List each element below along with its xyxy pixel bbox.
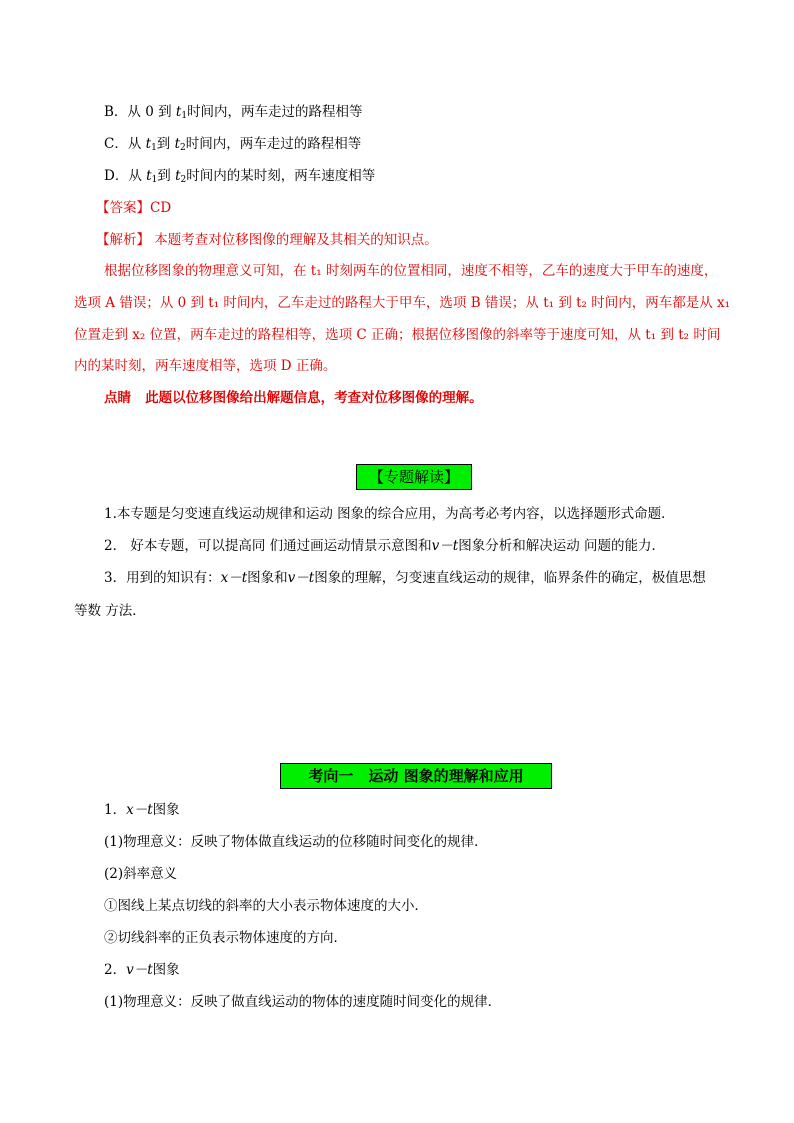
section2-heading-1: 1．x－t图象 — [104, 802, 180, 818]
section2-line-1: (1)物理意义：反映了物体做直线运动的位移随时间变化的规律． — [104, 834, 488, 850]
analysis-line-4: 内的某时刻，两车速度相等，选项 D 正确。 — [74, 358, 337, 374]
option-d: D．从 $t_1$到 $t_2$时间内的某时刻，两车速度相等 — [104, 168, 376, 185]
section2-line-5: (1)物理意义：反映了做直线运动的物体的速度随时间变化的规律． — [104, 994, 502, 1010]
option-c: C．从 $t_1$到 $t_2$时间内，两车走过的路程相等 — [104, 136, 362, 153]
option-b: B．从 0 到 $t_1$时间内，两车走过的路程相等 — [104, 104, 363, 121]
section2-line-2: (2)斜率意义 — [104, 866, 178, 882]
analysis-line-3: 位置走到 x₂ 位置，两车走过的路程相等，选项 C 正确；根据位移图像的斜率等于速度可知，从 t₁ 到 t₂ 时间 — [74, 327, 721, 343]
analysis-line-1: 根据位移图象的物理意义可知，在 t₁ 时刻两车的位置相同，速度不相等，乙车的速度大于甲车的速度， — [104, 263, 718, 279]
answer-value: CD — [150, 200, 172, 216]
section2-line-4: ②切线斜率的正负表示物体速度的方向． — [104, 930, 347, 946]
analysis-intro: 【解析】 本题考查对位移图像的理解及其相关的知识点。 — [96, 232, 438, 248]
section1-paragraph-1: 1.本专题是匀变速直线运动规律和运动 图象的综合应用，为高考必考内容，以选择题形式命题． — [104, 506, 675, 522]
answer — [96, 199, 171, 217]
section1-paragraph-2: 2． 好本专题，可以提高同 们通过画运动情景示意图和v－t图象分析和解决运动 问题的能力． — [104, 538, 666, 554]
section2-line-3: ①图线上某点切线的斜率的大小表示物体速度的大小． — [104, 898, 428, 914]
tip: 点睛 此题以位移图像给出解题信息，考查对位移图像的理解。 — [104, 390, 483, 406]
analysis-label: 【解析】 — [96, 232, 150, 248]
answer-label: 【答案】 — [96, 200, 150, 216]
section-title-topic-one: 考向一 运动 图象的理解和应用 — [280, 763, 552, 789]
tip-label: 点睛 — [104, 390, 131, 406]
analysis-line-2: 选项 A 错误；从 0 到 t₁ 时间内，乙车走过的路程大于甲车，选项 B 错误；从 t₁ 到 t₂ 时间内，两车都是从 x₁ — [74, 295, 731, 311]
section1-paragraph-3: 3．用到的知识有：x－t图象和v－t图象的理解，匀变速直线运动的规律，临界条件的确定，极值思想 — [104, 570, 706, 586]
section-title-special-topic: 【专题解读】 — [356, 464, 472, 490]
section1-paragraph-3-cont: 等数 方法． — [74, 603, 146, 619]
section2-heading-2: 2．v－t图象 — [104, 962, 180, 978]
